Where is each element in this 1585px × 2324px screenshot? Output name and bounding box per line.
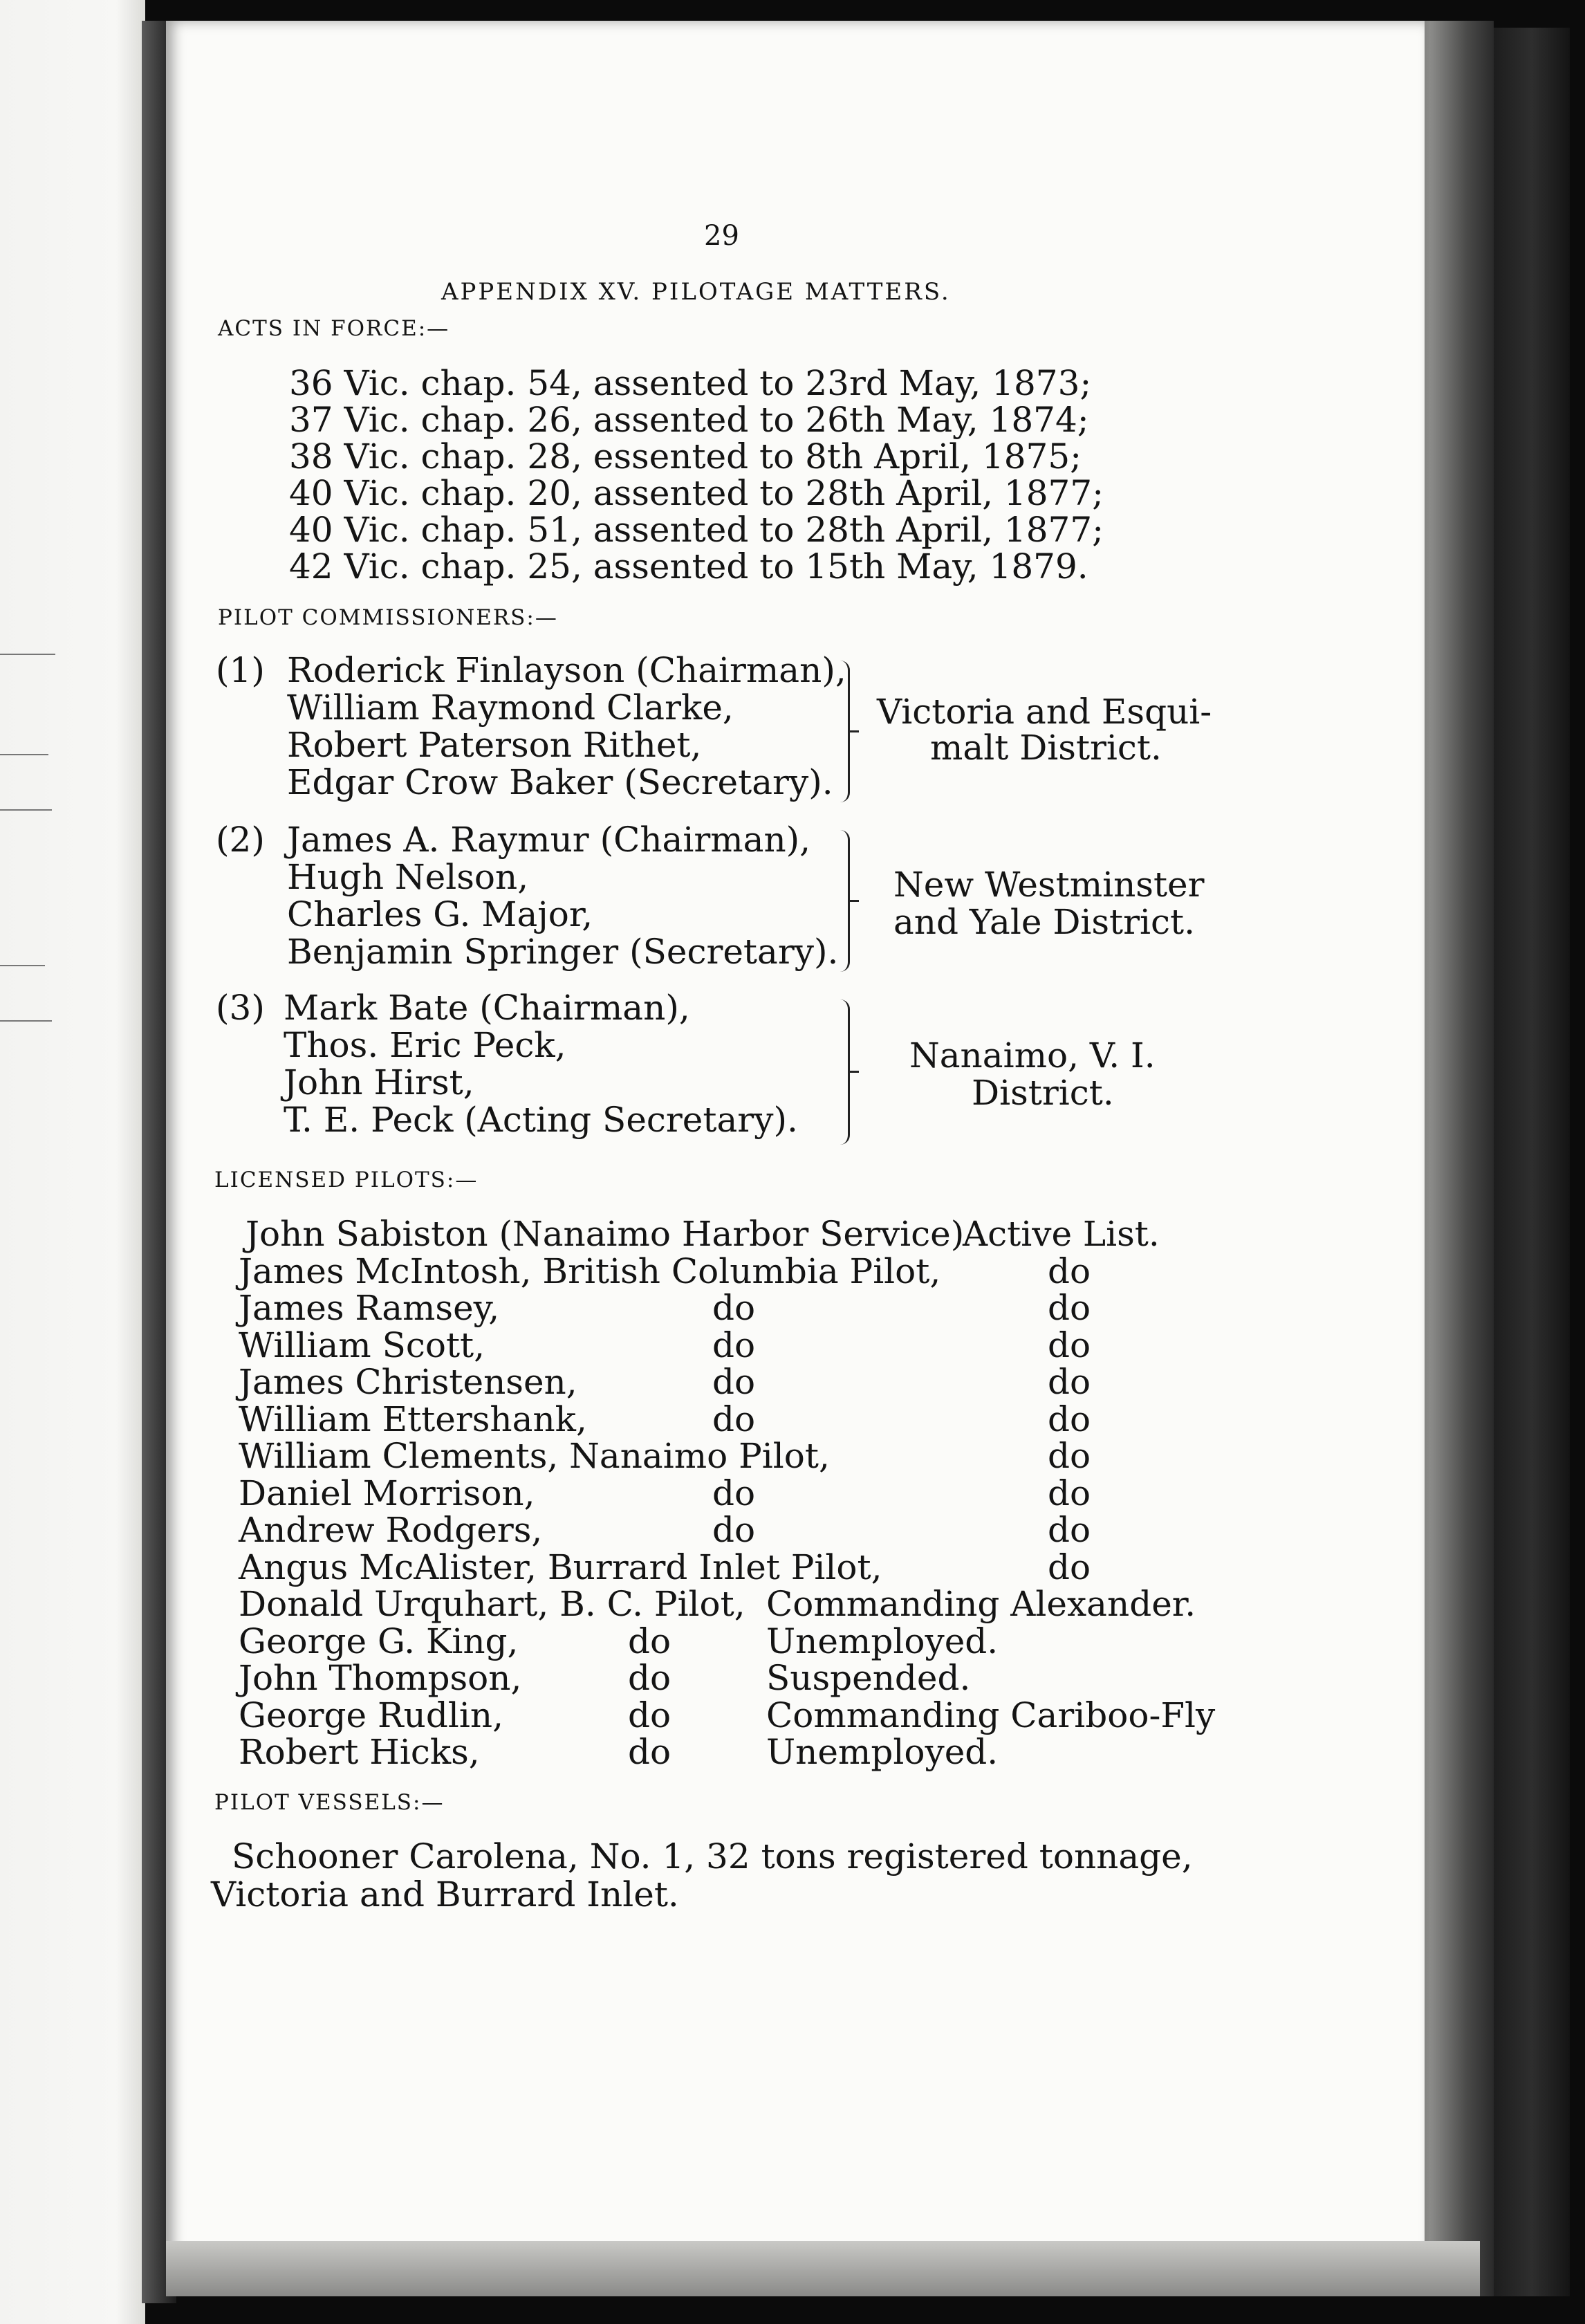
pilot-mid: do xyxy=(712,1399,756,1439)
pilot-name: George Rudlin, xyxy=(239,1695,503,1735)
commissioner: Edgar Crow Baker (Secretary). xyxy=(287,762,833,802)
commissioner: Thos. Eric Peck, xyxy=(284,1025,566,1065)
act-line: 38 Vic. chap. 28, essented to 8th April, 1875; xyxy=(289,436,1082,477)
pilot-name: Angus McAlister, Burrard Inlet Pilot, xyxy=(239,1547,882,1587)
pilot-status: Unemployed. xyxy=(766,1621,999,1661)
pilot-mid: do xyxy=(712,1362,756,1402)
commissioner: Benjamin Springer (Secretary). xyxy=(287,932,839,972)
pilot-status: Suspended. xyxy=(766,1658,971,1698)
pilot-status: Commanding Alexander. xyxy=(766,1584,1196,1624)
commissioner: Mark Bate (Chairman), xyxy=(284,988,690,1028)
pilot-name: Donald Urquhart, B. C. Pilot, xyxy=(239,1584,745,1624)
pilot-status: do xyxy=(1048,1251,1091,1291)
pilots-heading: LICENSED PILOTS:— xyxy=(214,1168,479,1192)
commissioner: John Hirst, xyxy=(284,1062,474,1103)
district: New Westminster xyxy=(893,865,1205,905)
pilot-mid: do xyxy=(628,1695,671,1735)
pilot-mid: do xyxy=(628,1621,671,1661)
pilot-name: James Ramsey, xyxy=(239,1288,500,1328)
act-line: 40 Vic. chap. 20, assented to 28th April, 1877; xyxy=(289,473,1104,513)
book-cover-edge xyxy=(1494,28,1570,2296)
commissioner: Robert Paterson Rithet, xyxy=(287,725,702,765)
page xyxy=(166,21,1425,2296)
commissioner: James A. Raymur (Chairman), xyxy=(287,820,811,860)
act-line: 37 Vic. chap. 26, assented to 26th May, 1874; xyxy=(289,400,1089,440)
pilot-mid: do xyxy=(712,1510,756,1550)
pilot-mid: do xyxy=(712,1473,756,1513)
page-number: 29 xyxy=(704,220,739,252)
pilot-name: William Clements, Nanaimo Pilot, xyxy=(239,1436,830,1476)
pilot-name: William Scott, xyxy=(239,1325,485,1365)
pilot-name: Daniel Morrison, xyxy=(239,1473,535,1513)
act-line: 40 Vic. chap. 51, assented to 28th April, 1877; xyxy=(289,510,1104,550)
pilot-name: John Thompson, xyxy=(239,1658,522,1698)
pilot-status: Unemployed. xyxy=(766,1732,999,1772)
pilot-name: James McIntosh, British Columbia Pilot, xyxy=(239,1251,941,1291)
page-bottom-edge xyxy=(166,2241,1480,2296)
district: Victoria and Esqui- xyxy=(877,692,1212,732)
facing-page-margin xyxy=(0,0,145,2324)
commissioner: Charles G. Major, xyxy=(287,894,593,934)
pilot-status: do xyxy=(1048,1473,1091,1513)
pilot-status: do xyxy=(1048,1288,1091,1328)
pilot-name: John Sabiston (Nanaimo Harbor Service) xyxy=(245,1214,965,1254)
vessel-line: Schooner Carolena, No. 1, 32 tons registered tonnage, xyxy=(232,1836,1193,1876)
pilot-name: William Ettershank, xyxy=(239,1399,587,1439)
pilot-name: George G. King, xyxy=(239,1621,519,1661)
pilot-status: do xyxy=(1048,1325,1091,1365)
district: Nanaimo, V. I. xyxy=(909,1035,1156,1076)
page-title: APPENDIX XV. PILOTAGE MATTERS. xyxy=(441,278,951,306)
commissioner: Hugh Nelson, xyxy=(287,857,529,897)
acts-heading: ACTS IN FORCE:— xyxy=(218,316,450,341)
brace xyxy=(835,999,850,1145)
district: and Yale District. xyxy=(893,902,1196,942)
pilot-status: do xyxy=(1048,1399,1091,1439)
pilot-status: do xyxy=(1048,1547,1091,1587)
group-number: (1) xyxy=(216,650,265,690)
district: District. xyxy=(972,1073,1114,1113)
vessels-heading: PILOT VESSELS:— xyxy=(214,1790,445,1815)
pilot-mid: do xyxy=(712,1325,756,1365)
pilot-status: Active List. xyxy=(963,1214,1160,1254)
pilot-status: do xyxy=(1048,1362,1091,1402)
vessel-line: Victoria and Burrard Inlet. xyxy=(211,1874,679,1915)
commissioner: Roderick Finlayson (Chairman), xyxy=(287,650,846,690)
pilot-mid: do xyxy=(628,1658,671,1698)
pilot-status: Commanding Cariboo-Fly xyxy=(766,1695,1216,1735)
commissioner: T. E. Peck (Acting Secretary). xyxy=(284,1100,798,1140)
act-line: 42 Vic. chap. 25, assented to 15th May, 1879. xyxy=(289,546,1088,587)
pilot-status: do xyxy=(1048,1510,1091,1550)
pilot-status: do xyxy=(1048,1436,1091,1476)
district: malt District. xyxy=(930,728,1162,768)
pilot-name: Andrew Rodgers, xyxy=(239,1510,543,1550)
pilot-mid: do xyxy=(628,1732,671,1772)
pilot-mid: do xyxy=(712,1288,756,1328)
group-number: (3) xyxy=(216,988,265,1028)
brace xyxy=(835,830,850,972)
group-number: (2) xyxy=(216,820,265,860)
pilot-name: James Christensen, xyxy=(239,1362,577,1402)
commissioner: William Raymond Clarke, xyxy=(287,688,734,728)
commissioners-heading: PILOT COMMISSIONERS:— xyxy=(218,605,558,630)
act-line: 36 Vic. chap. 54, assented to 23rd May, 1873; xyxy=(289,363,1092,403)
pilot-name: Robert Hicks, xyxy=(239,1732,480,1772)
brace xyxy=(835,661,850,802)
